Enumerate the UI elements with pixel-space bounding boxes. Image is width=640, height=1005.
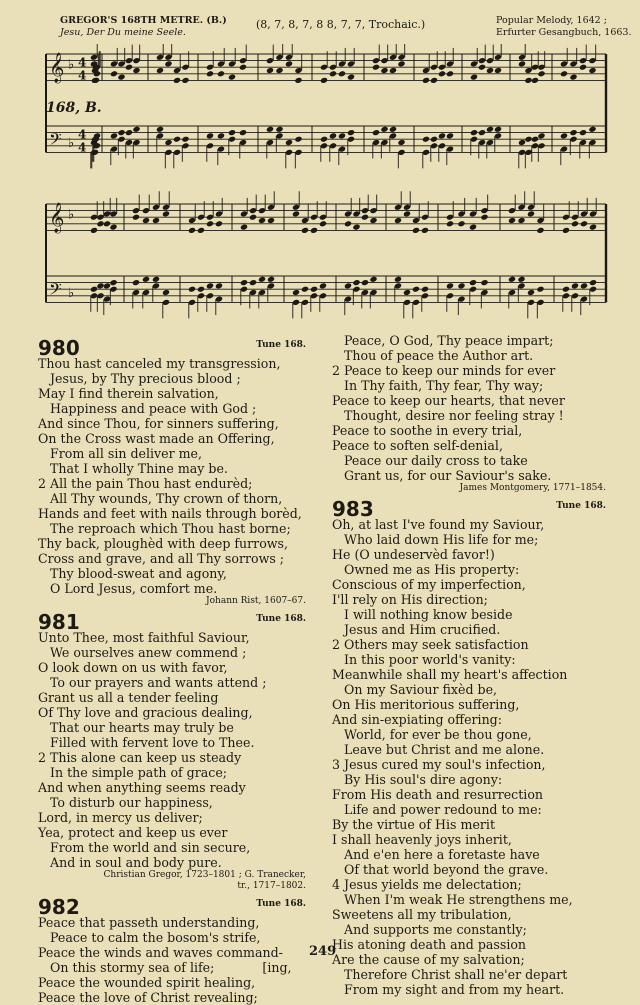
translator-attribution: tr., 1717–1802.: [237, 881, 306, 891]
verse-line: 3 Jesus cured my soul's infection,: [332, 757, 546, 772]
notehead: [239, 64, 247, 71]
notehead: [480, 214, 488, 221]
notehead: [164, 139, 172, 146]
verse-line: 2 Others may seek satisfaction: [332, 637, 529, 652]
verse-line: Thy back, ploughèd with deep furrows,: [38, 536, 289, 551]
verse-line: Filled with fervent love to Thee.: [50, 735, 255, 750]
flat-icon: ♭: [68, 286, 75, 302]
verse-line: From His death and resurrection: [332, 787, 544, 802]
notehead: [389, 126, 397, 133]
notehead: [347, 129, 355, 136]
notehead: [294, 77, 302, 84]
notehead: [486, 126, 494, 133]
notehead: [181, 77, 189, 84]
flat-icon: ♭: [68, 207, 75, 223]
verse-line: Happiness and peace with God ;: [50, 401, 257, 416]
verse-line: On this stormy sea of life; [ing,: [50, 960, 292, 975]
notehead: [156, 126, 164, 133]
notehead: [372, 129, 380, 136]
notehead: [531, 77, 539, 84]
verse-line: Meanwhile shall my heart's affection: [332, 667, 568, 682]
notehead: [285, 139, 293, 146]
notehead: [267, 217, 275, 224]
hymn-number: 980: [38, 336, 80, 360]
verse-line: That our hearts may truly be: [50, 720, 234, 735]
verse-line: And e'en here a foretaste have: [344, 847, 540, 862]
notehead: [372, 64, 380, 71]
notehead: [446, 282, 454, 289]
metre-title: GREGOR'S 168TH METRE. (B.): [60, 15, 227, 26]
hymn-982-heading: [38, 893, 310, 919]
notehead: [228, 129, 236, 136]
time-signature-top: 4: [78, 55, 87, 70]
verse-line: Peace, O God, Thy peace impart;: [344, 333, 554, 348]
notehead: [301, 227, 309, 234]
notehead: [438, 70, 446, 77]
notehead: [319, 282, 327, 289]
tune-reference: Tune 168.: [556, 501, 606, 511]
verse-line: Jesus, by Thy precious blood ;: [50, 371, 241, 386]
notehead: [394, 217, 402, 224]
hymn-981-heading: [38, 608, 310, 634]
notehead: [188, 286, 196, 293]
notehead: [430, 77, 438, 84]
notehead: [266, 126, 274, 133]
notehead: [117, 74, 125, 81]
verse-line: In the simple path of grace;: [50, 765, 228, 780]
notehead: [109, 279, 117, 286]
notehead: [569, 129, 577, 136]
notehead: [109, 224, 117, 231]
notehead: [285, 60, 293, 67]
notehead: [394, 276, 402, 283]
notehead: [527, 289, 535, 296]
verse-line: 4 Jesus yields me delectation;: [332, 877, 522, 892]
notehead: [422, 77, 430, 84]
tune-reference: Tune 168.: [256, 340, 306, 350]
notehead: [397, 60, 405, 67]
notehead: [320, 77, 328, 84]
notehead: [457, 220, 465, 227]
bass-clef-icon: 𝄢: [49, 128, 62, 153]
notehead: [361, 214, 369, 221]
notehead: [320, 136, 328, 143]
notehead: [173, 136, 181, 143]
notehead: [486, 67, 494, 74]
notehead: [338, 132, 346, 139]
hymn-980-lines: [38, 356, 310, 596]
notehead: [421, 227, 429, 234]
notehead: [469, 224, 477, 231]
verse-line: Peace that passeth understanding,: [38, 915, 260, 930]
notehead: [181, 136, 189, 143]
notehead: [294, 136, 302, 143]
notehead: [103, 282, 111, 289]
notehead: [301, 286, 309, 293]
verse-line: To disturb our happiness,: [50, 795, 213, 810]
notehead: [132, 214, 140, 221]
notehead: [90, 227, 98, 234]
verse-line: 2 Peace to keep our minds for ever: [332, 363, 556, 378]
time-signature-bottom: 4: [78, 140, 87, 155]
notehead: [470, 74, 478, 81]
notehead: [517, 276, 525, 283]
notehead: [156, 67, 164, 74]
notehead: [267, 276, 275, 283]
notehead: [580, 282, 588, 289]
verse-line: In this poor world's vanity:: [344, 652, 516, 667]
verse-line: Of Thy love and gracious dealing,: [38, 705, 253, 720]
verse-line: From the world and sin secure,: [50, 840, 251, 855]
notehead: [531, 136, 539, 143]
verse-line: And supports me constantly;: [344, 922, 527, 937]
notehead: [412, 286, 420, 293]
notehead: [132, 126, 140, 133]
notehead: [347, 74, 355, 81]
verse-line: Thought, desire nor feeling stray !: [344, 408, 564, 423]
verse-line: And when anything seems ready: [38, 780, 246, 795]
notehead: [446, 132, 454, 139]
notehead: [96, 282, 104, 289]
hymn-number: 982: [38, 895, 80, 919]
notehead: [579, 129, 587, 136]
notehead: [90, 286, 98, 293]
notehead: [125, 129, 133, 136]
notehead: [478, 64, 486, 71]
notehead: [412, 227, 420, 234]
notehead: [240, 279, 248, 286]
notehead: [537, 132, 545, 139]
verse-line: His atoning death and passion: [332, 937, 527, 952]
notehead: [217, 70, 225, 77]
verse-line: In Thy faith, Thy fear, Thy way;: [344, 378, 544, 393]
notehead: [560, 132, 568, 139]
notehead: [110, 132, 118, 139]
author-attribution: Johann Rist, 1607–67.: [206, 596, 306, 606]
notehead: [508, 276, 516, 283]
notehead: [389, 67, 397, 74]
notehead: [478, 129, 486, 136]
verse-line: May I find therein salvation,: [38, 386, 219, 401]
notehead: [197, 227, 205, 234]
notehead: [524, 77, 532, 84]
verse-line: Yea, protect and keep us ever: [38, 825, 228, 840]
verse-line: Oh, at last I've found my Saviour,: [332, 517, 545, 532]
notehead: [310, 286, 318, 293]
notehead: [249, 279, 257, 286]
notehead: [142, 217, 150, 224]
notehead: [589, 224, 597, 231]
notehead: [152, 276, 160, 283]
notehead: [579, 64, 587, 71]
notehead: [197, 286, 205, 293]
notehead: [352, 224, 360, 231]
notehead: [508, 217, 516, 224]
verse-line: Thou of peace the Author art.: [344, 348, 534, 363]
notehead: [258, 217, 266, 224]
notehead: [588, 126, 596, 133]
verse-line: And since Thou, for sinners suffering,: [38, 416, 279, 431]
hymn-number: 983: [332, 497, 374, 521]
verse-line: By the virtue of His merit: [332, 817, 496, 832]
verse-line: On His meritorious suffering,: [332, 697, 520, 712]
verse-line: Peace to calm the bosom's strife,: [50, 930, 261, 945]
flat-icon: ♭: [68, 57, 75, 73]
notehead: [560, 70, 568, 77]
verse-line: When I'm weak He strengthens me,: [344, 892, 573, 907]
notehead: [470, 129, 478, 136]
verse-line: Peace the wounded spirit healing,: [38, 975, 256, 990]
notehead: [562, 227, 570, 234]
notehead: [469, 279, 477, 286]
notehead: [562, 286, 570, 293]
notehead: [162, 289, 170, 296]
verse-line: Hands and feet with nails through borèd,: [38, 506, 302, 521]
notehead: [588, 67, 596, 74]
verse-line: Thy blood-sweat and agony,: [50, 566, 227, 581]
verse-line: 2 This alone can keep us steady: [38, 750, 242, 765]
notehead: [422, 136, 430, 143]
notehead: [239, 129, 247, 136]
notehead: [173, 77, 181, 84]
notehead: [518, 139, 526, 146]
author-attribution: James Montgomery, 1771–1854.: [459, 483, 606, 493]
notehead: [215, 220, 223, 227]
verse-line: All Thy wounds, Thy crown of thorn,: [50, 491, 283, 506]
verse-line: Peace the love of Christ revealing;: [38, 990, 258, 1005]
notehead: [206, 132, 214, 139]
notehead: [132, 279, 140, 286]
notehead: [517, 217, 525, 224]
verse-line: Jesus and Him crucified.: [344, 622, 501, 637]
notehead: [344, 220, 352, 227]
verse-line: That I wholly Thine may be.: [50, 461, 228, 476]
notehead: [589, 279, 597, 286]
notehead: [240, 224, 248, 231]
verse-line: Lord, in mercy us deliver;: [38, 810, 203, 825]
notehead: [438, 132, 446, 139]
verse-line: To our prayers and wants attend ;: [50, 675, 267, 690]
notehead: [110, 70, 118, 77]
author-attribution: Christian Gregor, 1723–1801 ; G. Tranecker,: [103, 870, 306, 880]
notehead: [457, 282, 465, 289]
verse-line: We ourselves anew commend ;: [50, 645, 247, 660]
verse-line: I will nothing know beside: [344, 607, 513, 622]
notehead: [344, 282, 352, 289]
notehead: [421, 286, 429, 293]
notehead: [117, 129, 125, 136]
tune-reference: Tune 168.: [256, 899, 306, 909]
verse-line: Owned me as His property:: [344, 562, 520, 577]
notehead: [352, 279, 360, 286]
notehead: [380, 126, 388, 133]
verse-line: And sin-expiating offering:: [332, 712, 502, 727]
notehead: [206, 282, 214, 289]
notehead: [217, 132, 225, 139]
tune-number-label: 168, B.: [46, 100, 102, 116]
verse-line: Peace to keep our hearts, that never: [332, 393, 565, 408]
verse-line: Grant us, for our Saviour's sake.: [344, 468, 552, 483]
notehead: [580, 220, 588, 227]
notehead: [96, 220, 104, 227]
notehead: [292, 210, 300, 217]
notehead: [571, 220, 579, 227]
verse-line: The reproach which Thou hast borne;: [50, 521, 291, 536]
left-column: [38, 333, 310, 1005]
verse-line: On the Cross wast made an Offering,: [38, 431, 275, 446]
verse-line: Leave but Christ and me alone.: [344, 742, 545, 757]
verse-line: Conscious of my imperfection,: [332, 577, 526, 592]
notehead: [329, 70, 337, 77]
notehead: [380, 67, 388, 74]
notehead: [494, 67, 502, 74]
notehead: [524, 136, 532, 143]
verse-line: Life and power redound to me:: [344, 802, 542, 817]
verse-line: Peace our daily cross to take: [344, 453, 528, 468]
verse-line: Who laid down His life for me;: [344, 532, 539, 547]
notehead: [188, 227, 196, 234]
notehead: [92, 77, 100, 84]
notehead: [206, 220, 214, 227]
notehead: [292, 289, 300, 296]
notehead: [569, 74, 577, 81]
notehead: [103, 220, 111, 227]
notehead: [403, 289, 411, 296]
notehead: [152, 217, 160, 224]
notehead: [275, 67, 283, 74]
verse-line: He (O undeservèd favor!): [332, 547, 495, 562]
notehead: [258, 276, 266, 283]
notehead: [249, 214, 257, 221]
music-score: [40, 44, 612, 326]
notehead: [527, 210, 535, 217]
notehead: [228, 74, 236, 81]
flat-icon: ♭: [68, 136, 75, 152]
hymn-number: 981: [38, 610, 80, 634]
tune-reference: Tune 168.: [256, 614, 306, 624]
notehead: [338, 70, 346, 77]
time-signature-top: 4: [78, 127, 87, 142]
hymn-983-heading: [332, 495, 610, 521]
verse-line: Thou hast canceled my transgression,: [38, 356, 281, 371]
verse-line: 2 All the pain Thou hast endurèd;: [38, 476, 253, 491]
verse-line: I shall heavenly joys inherit,: [332, 832, 512, 847]
notehead: [125, 64, 133, 71]
notehead: [266, 67, 274, 74]
treble-clef-icon: 𝄞: [49, 202, 65, 233]
verse-line: Grant us all a tender feeling: [38, 690, 219, 705]
hymn-980-heading: [38, 334, 310, 360]
notehead: [536, 227, 544, 234]
notehead: [329, 132, 337, 139]
notehead: [518, 60, 526, 67]
notehead: [361, 279, 369, 286]
notehead: [446, 220, 454, 227]
verse-line: O look down on us with favor,: [38, 660, 228, 675]
treble-clef-icon: 𝄞: [49, 52, 65, 83]
melody-credit: Popular Melody, 1642 ;: [496, 15, 607, 26]
verse-line: Peace to soften self-denial,: [332, 438, 503, 453]
verse-line: From all sin deliver me,: [50, 446, 203, 461]
notehead: [446, 70, 454, 77]
verse-line: Peace the winds and waves command-: [38, 945, 283, 960]
hymn-982-lines: [38, 915, 310, 1005]
notehead: [162, 210, 170, 217]
gesangbuch-credit: Erfurter Gesangbuch, 1663.: [496, 27, 632, 38]
notehead: [275, 126, 283, 133]
tune-subtitle: Jesu, Der Du meine Seele.: [60, 27, 186, 38]
notehead: [142, 276, 150, 283]
hymn-983-lines: [332, 517, 610, 997]
verse-line: Of that world beyond the grave.: [344, 862, 549, 877]
notehead: [494, 126, 502, 133]
verse-line: Cross and grave, and all Thy sorrows ;: [38, 551, 285, 566]
notehead: [206, 70, 214, 77]
notehead: [536, 286, 544, 293]
hymn-982-continued-lines: [332, 333, 610, 483]
verse-line: On my Saviour fixèd be,: [344, 682, 498, 697]
verse-line: Sweetens all my tribulation,: [332, 907, 512, 922]
tune-header: [60, 15, 632, 43]
page-number: 249: [309, 944, 337, 959]
notehead: [430, 136, 438, 143]
verse-line: Unto Thee, most faithful Saviour,: [38, 630, 250, 645]
notehead: [369, 276, 377, 283]
verse-line: World, for ever be thou gone,: [344, 727, 532, 742]
time-signature-bottom: 4: [78, 68, 87, 83]
verse-line: Therefore Christ shall ne'er depart: [344, 967, 568, 982]
hymn-981-lines: [38, 630, 310, 870]
notehead: [310, 227, 318, 234]
notehead: [480, 279, 488, 286]
notehead: [215, 282, 223, 289]
verse-line: By His soul's dire agony:: [344, 772, 503, 787]
verse-line: Peace to soothe in every trial,: [332, 423, 523, 438]
notehead: [537, 70, 545, 77]
verse-line: From my sight and from my heart.: [344, 982, 565, 997]
verse-line: And in soul and body pure.: [50, 855, 222, 870]
metre-pattern: (8, 7, 8, 7, 8 8, 7, 7, Trochaic.): [256, 18, 426, 31]
notehead: [403, 210, 411, 217]
notehead: [132, 67, 140, 74]
notehead: [397, 139, 405, 146]
verse-line: O Lord Jesus, comfort me.: [50, 581, 218, 596]
notehead: [164, 60, 172, 67]
notehead: [369, 217, 377, 224]
verse-line: I'll rely on His direction;: [332, 592, 488, 607]
notehead: [571, 282, 579, 289]
bass-clef-icon: 𝄢: [49, 278, 62, 303]
notehead: [319, 220, 327, 227]
verse-line: Are the cause of my salvation;: [332, 952, 525, 967]
right-column: [332, 333, 610, 997]
